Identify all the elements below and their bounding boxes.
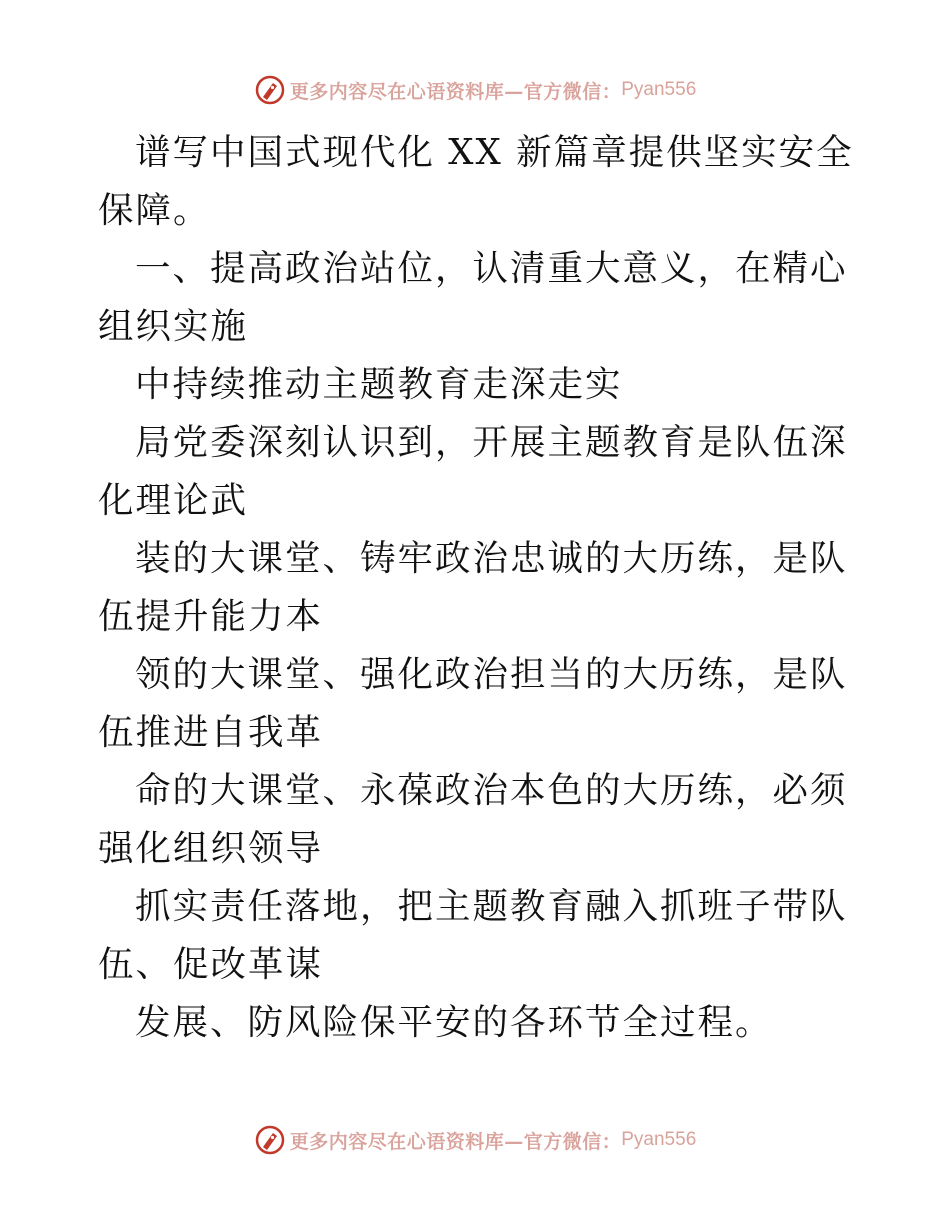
pen-nib-logo-icon xyxy=(254,1124,286,1156)
paragraph: 命的大课堂、永葆政治本色的大历练，必须强化组织领导 xyxy=(98,770,848,869)
paragraph: 发展、防风险保平安的各环节全过程。 xyxy=(135,1002,773,1043)
watermark-text-cn: 更多内容尽在心语资料库—官方微信： xyxy=(289,80,622,103)
pen-nib-logo-icon xyxy=(254,74,286,106)
watermark-text-en: Pyan556 xyxy=(621,1129,697,1150)
header-watermark xyxy=(0,70,950,110)
paragraph: 谱写中国式现代化 XX 新篇章提供坚实安全保障。 xyxy=(98,132,854,231)
watermark-text-cn: 更多内容尽在心语资料库—官方微信： xyxy=(289,1130,622,1153)
watermark-text-en: Pyan556 xyxy=(621,79,697,100)
document-body xyxy=(98,124,858,1052)
footer-watermark xyxy=(0,1120,950,1160)
paragraph: 一、提高政治站位，认清重大意义，在精心组织实施 xyxy=(98,248,848,347)
paragraph: 中持续推动主题教育走深走实 xyxy=(135,364,623,405)
paragraph: 抓实责任落地，把主题教育融入抓班子带队伍、促改革谋 xyxy=(98,886,848,985)
paragraph: 装的大课堂、铸牢政治忠诚的大历练，是队伍提升能力本 xyxy=(98,538,848,637)
paragraph: 领的大课堂、强化政治担当的大历练，是队伍推进自我革 xyxy=(98,654,848,753)
paragraph: 局党委深刻认识到，开展主题教育是队伍深化理论武 xyxy=(98,422,848,521)
